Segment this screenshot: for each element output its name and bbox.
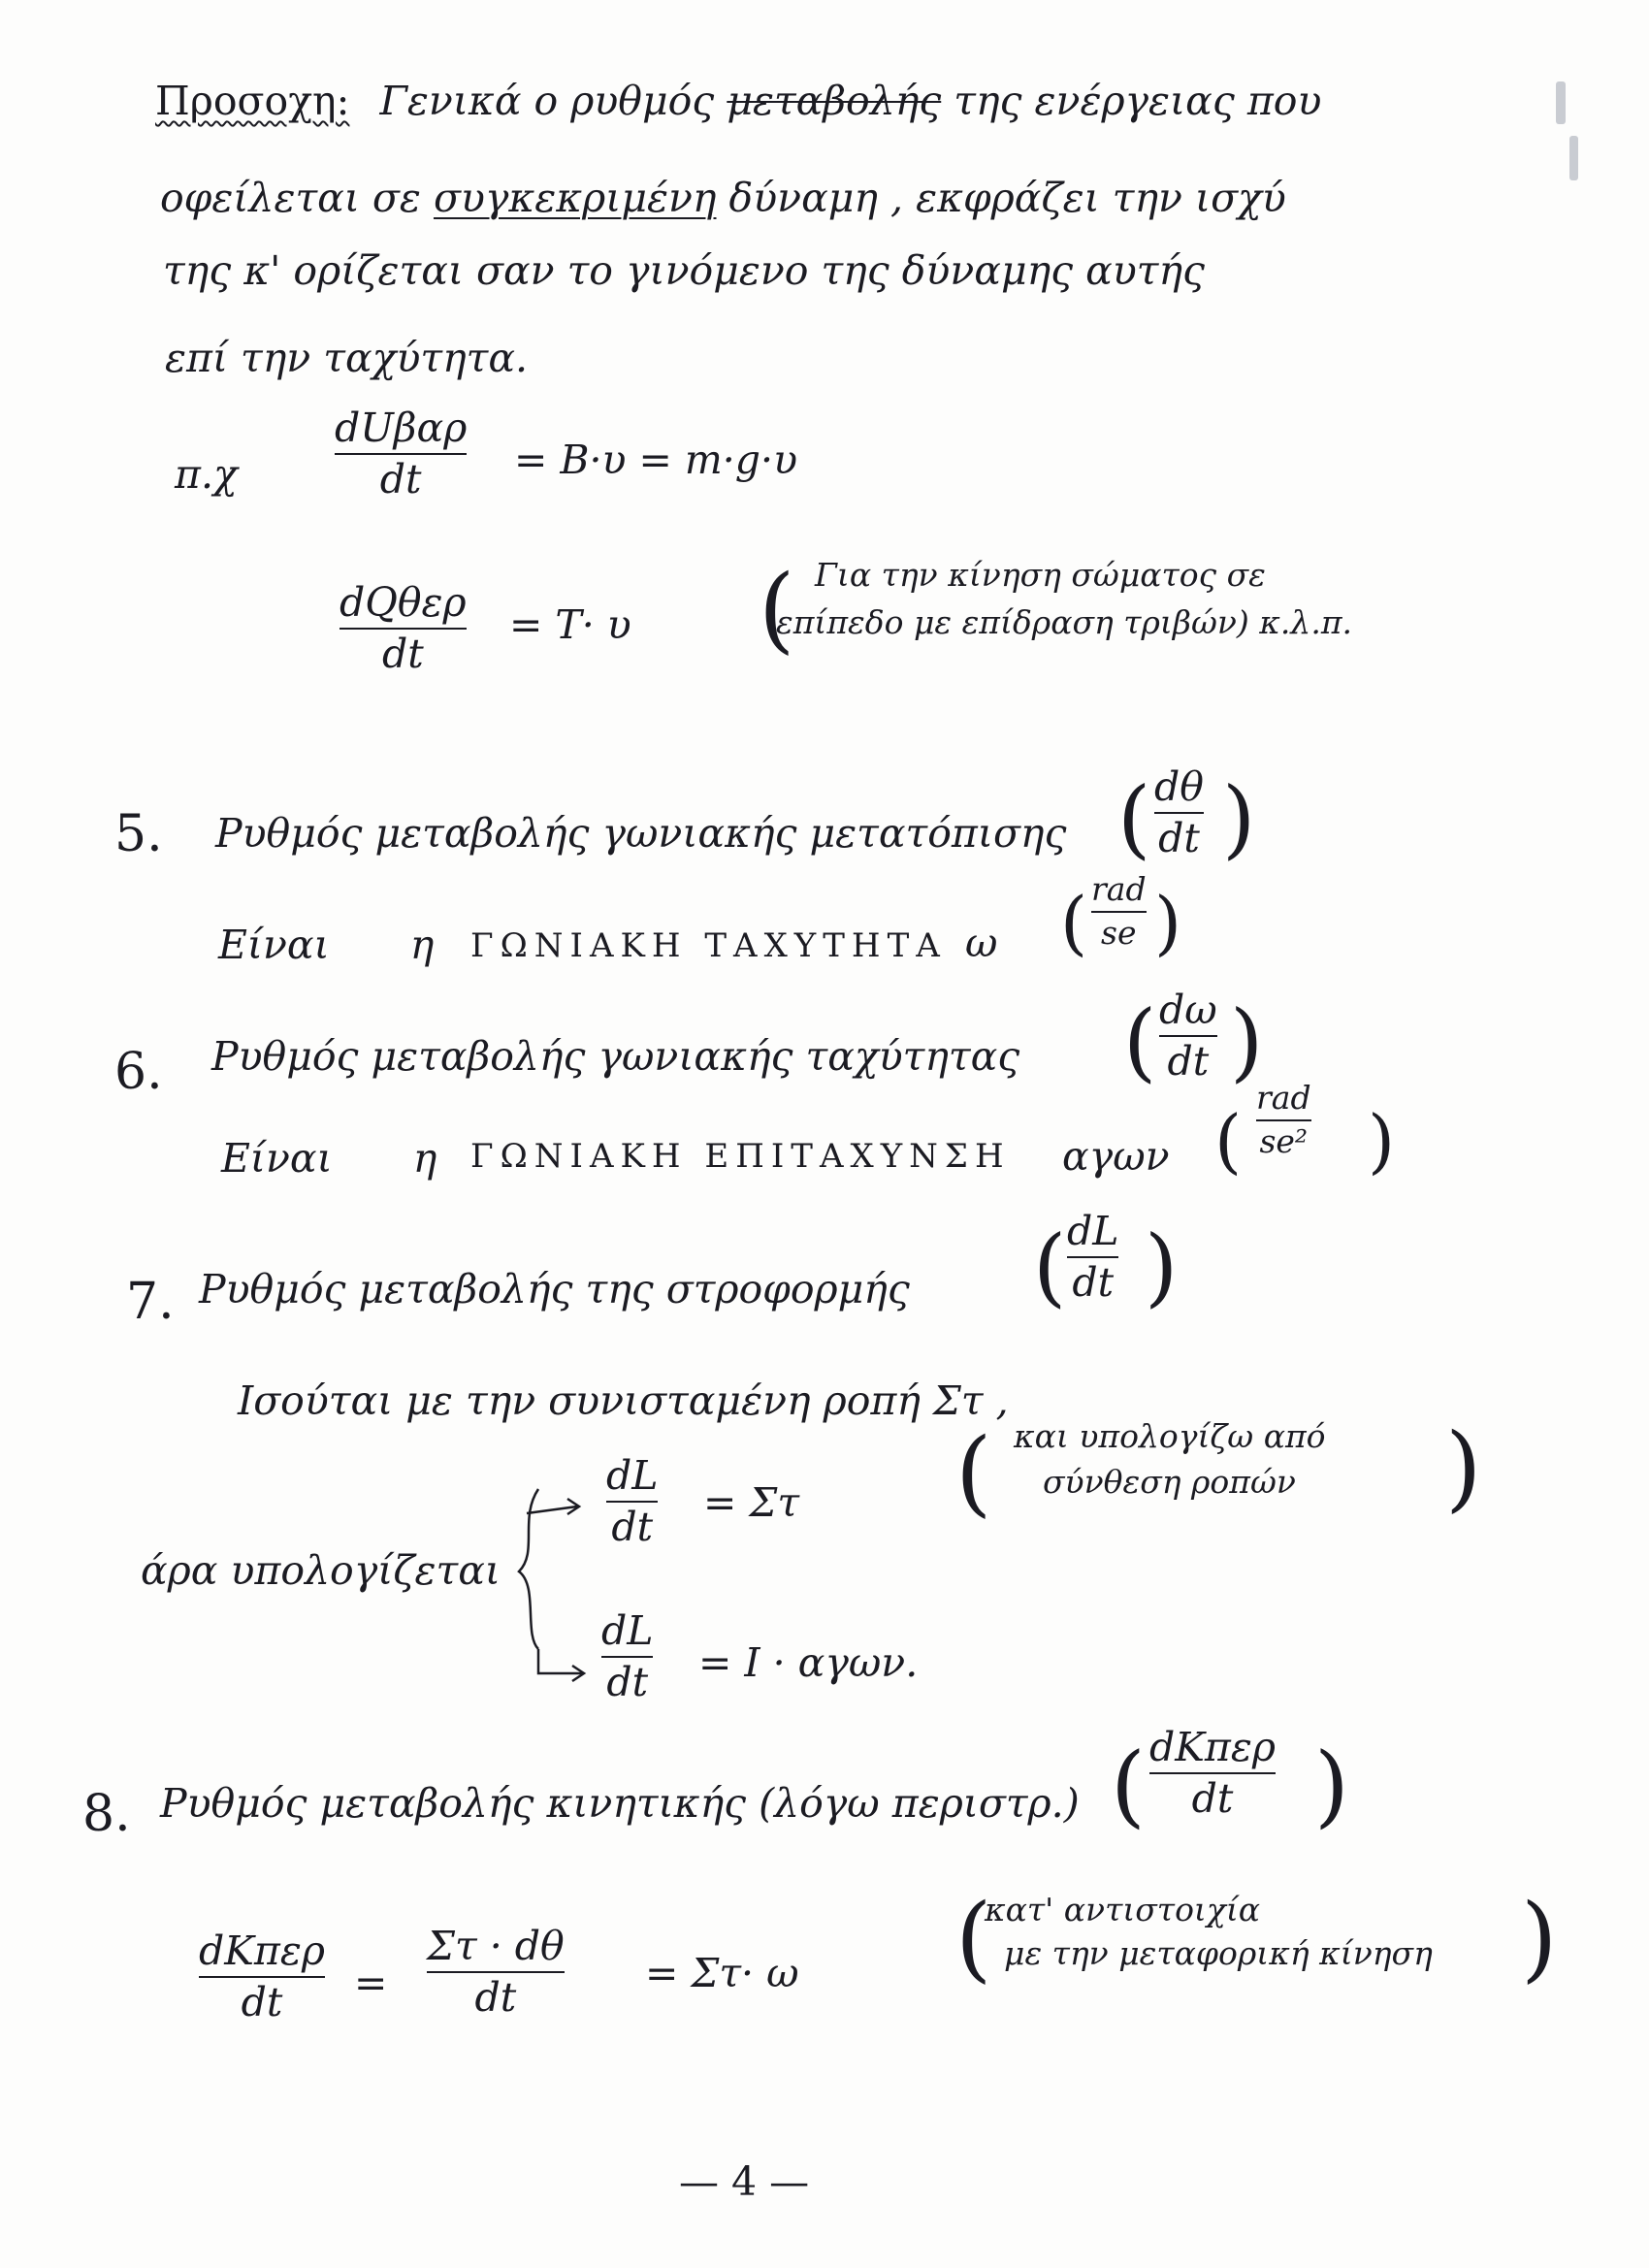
warning-line-1 xyxy=(155,78,1321,124)
warning-line-2-a: οφείλεται σε xyxy=(160,175,421,221)
eq1-rhs: = Β·υ = m·g·υ xyxy=(514,437,798,483)
item-6-unit-open: ( xyxy=(1214,1100,1243,1182)
page-number: — 4 — xyxy=(679,2158,810,2205)
item-5-frac-den: dt xyxy=(1158,815,1200,862)
item-6-unit-close: ) xyxy=(1368,1100,1396,1182)
item-6-unit-den: se² xyxy=(1259,1121,1309,1160)
item-8-title: Ρυθμός μεταβολής κινητικής (λόγω περιστρ.) xyxy=(160,1780,1080,1827)
item-6-unit-num: rad xyxy=(1256,1079,1311,1117)
item-5-unit-den: se xyxy=(1101,913,1137,952)
item-7-note-close-paren: ) xyxy=(1445,1413,1482,1522)
warning-line-1-a: Γενικά ο ρυθμός xyxy=(379,78,715,124)
staple-mark-top xyxy=(1556,81,1566,124)
eq2-numerator: dQθερ xyxy=(340,579,467,626)
item-6-frac-num: dω xyxy=(1159,987,1217,1033)
item-8-note xyxy=(985,1890,1433,1974)
item-7-eq-a-note xyxy=(1014,1416,1326,1503)
item-8-eq-mid-num: Στ · dθ xyxy=(427,1923,565,1969)
item-5-unit-num: rad xyxy=(1091,870,1147,908)
item-7-eq-b-num: dL xyxy=(601,1607,654,1654)
eq2-note-open-paren: ( xyxy=(759,555,795,664)
item-7-eq-b-den: dt xyxy=(606,1659,649,1706)
item-7-open-paren: ( xyxy=(1033,1216,1067,1316)
item-7-note-line-2: σύνθεση ροπών xyxy=(1043,1463,1296,1502)
item-6-fraction xyxy=(1159,989,1217,1083)
item-6-unit xyxy=(1256,1079,1311,1160)
item-8-fraction xyxy=(1149,1724,1276,1823)
item-8-number: 8. xyxy=(82,1785,131,1843)
item-5-frac-num: dθ xyxy=(1154,763,1204,810)
item-5-title: Ρυθμός μεταβολής γωνιακής μετατόπισης xyxy=(215,810,1067,857)
warning-line-4: επί την ταχύτητα. xyxy=(165,335,529,381)
item-8-eq-lhs-fraction xyxy=(199,1930,325,2024)
item-5-unit xyxy=(1091,870,1147,952)
item-8-eq-equals-1: = xyxy=(354,1960,388,2006)
item-8-note-line-1: κατ' αντιστοιχία xyxy=(985,1891,1261,1928)
warning-line-1-b: της ενέργειας που xyxy=(954,78,1322,124)
item-6-answer-caps: ΓΩΝΙΑΚΗ ΕΠΙΤΑΧΥΝΣΗ xyxy=(470,1137,1011,1176)
item-7-fraction xyxy=(1067,1208,1119,1307)
item-5-fraction xyxy=(1154,763,1204,862)
item-5-open-paren: ( xyxy=(1117,768,1151,868)
item-7-eq-a-rhs: = Στ xyxy=(703,1479,800,1526)
item-7-close-paren: ) xyxy=(1145,1216,1179,1316)
item-7-note-line-1: και υπολογίζω από xyxy=(1014,1417,1326,1455)
item-6-frac-den: dt xyxy=(1167,1038,1210,1085)
item-8-open-paren: ( xyxy=(1111,1733,1146,1837)
item-5-unit-close: ) xyxy=(1154,882,1182,963)
warning-label: Προσοχη: xyxy=(155,78,350,124)
item-5-number: 5. xyxy=(114,805,163,863)
item-8-frac-den: dt xyxy=(1191,1775,1234,1823)
warning-underlined-word: συγκεκριμένη xyxy=(433,175,717,221)
item-6-number: 6. xyxy=(114,1043,163,1101)
item-6-symbol: αγων xyxy=(1062,1133,1170,1180)
item-8-frac-num: dKπερ xyxy=(1149,1724,1276,1770)
item-7-frac-num: dL xyxy=(1067,1208,1119,1254)
item-7-branch-arrows xyxy=(500,1479,606,1712)
eq2-note-line-2: επίπεδο με επίδραση τριβών) κ.λ.π. xyxy=(776,603,1352,642)
item-7-eq-b-fraction xyxy=(601,1607,654,1706)
warning-struck-word: μεταβολής xyxy=(727,78,942,124)
eq2-denominator: dt xyxy=(381,631,424,678)
eq2-fraction xyxy=(340,579,467,678)
item-8-eq-lhs-den: dt xyxy=(241,1979,283,2026)
item-6-title: Ρυθμός μεταβολής γωνιακής ταχύτητας xyxy=(211,1033,1020,1080)
item-7-eq-b-rhs: = Ι · αγων. xyxy=(698,1639,919,1686)
item-5-answer-prefix: Είναι η xyxy=(218,922,435,968)
item-8-close-paren: ) xyxy=(1314,1733,1349,1837)
item-7-title: Ρυθμός μεταβολής της στροφορμής xyxy=(199,1266,910,1312)
warning-line-3: της κ' ορίζεται σαν το γινόμενο της δύναμης αυτής xyxy=(163,247,1205,294)
item-8-eq-rhs: = Στ· ω xyxy=(645,1950,799,1996)
item-6-open-paren: ( xyxy=(1123,991,1157,1091)
item-8-note-close-paren: ) xyxy=(1521,1884,1558,1993)
warning-line-2 xyxy=(160,175,1286,221)
staple-mark-bottom xyxy=(1569,136,1578,180)
item-7-eq-a-num: dL xyxy=(606,1452,659,1499)
item-5-symbol: ω xyxy=(965,920,998,966)
item-7-note-open-paren: ( xyxy=(955,1418,992,1527)
item-5-close-paren: ) xyxy=(1222,768,1256,868)
eq2-rhs: = Τ· υ xyxy=(509,601,631,648)
item-7-eq-a-fraction xyxy=(606,1452,659,1551)
item-7-frac-den: dt xyxy=(1072,1259,1115,1307)
warning-line-2-b: δύναμη , εκφράζει την ισχύ xyxy=(728,175,1286,221)
item-8-note-open-paren: ( xyxy=(955,1884,992,1993)
eq1-fraction xyxy=(335,407,467,501)
example-prefix: π.χ xyxy=(175,451,238,498)
eq1-denominator: dt xyxy=(379,456,422,503)
eq1-numerator: dUβαρ xyxy=(335,405,468,451)
item-8-note-line-2: με την μεταφορική κίνηση xyxy=(1004,1934,1433,1973)
item-6-close-paren: ) xyxy=(1230,991,1264,1091)
item-8-eq-mid-fraction xyxy=(427,1923,565,2022)
item-8-eq-lhs-num: dKπερ xyxy=(199,1928,325,1974)
eq2-note xyxy=(776,555,1352,643)
item-7-number: 7. xyxy=(126,1273,175,1331)
item-7-line-2: Ισούται με την συνισταμένη ροπή Στ , xyxy=(238,1377,1009,1424)
item-7-eq-a-den: dt xyxy=(611,1504,654,1551)
item-5-answer-caps: ΓΩΝΙΑΚΗ ΤΑΧΥΤΗΤΑ xyxy=(470,926,947,965)
eq2-note-line-1: Για την κίνηση σώματος σε xyxy=(815,556,1266,594)
item-7-computed-label: άρα υπολογίζεται xyxy=(141,1547,501,1594)
item-5-unit-open: ( xyxy=(1060,882,1088,963)
item-8-eq-mid-den: dt xyxy=(474,1974,517,2022)
item-6-answer-prefix: Είναι η xyxy=(221,1135,437,1182)
